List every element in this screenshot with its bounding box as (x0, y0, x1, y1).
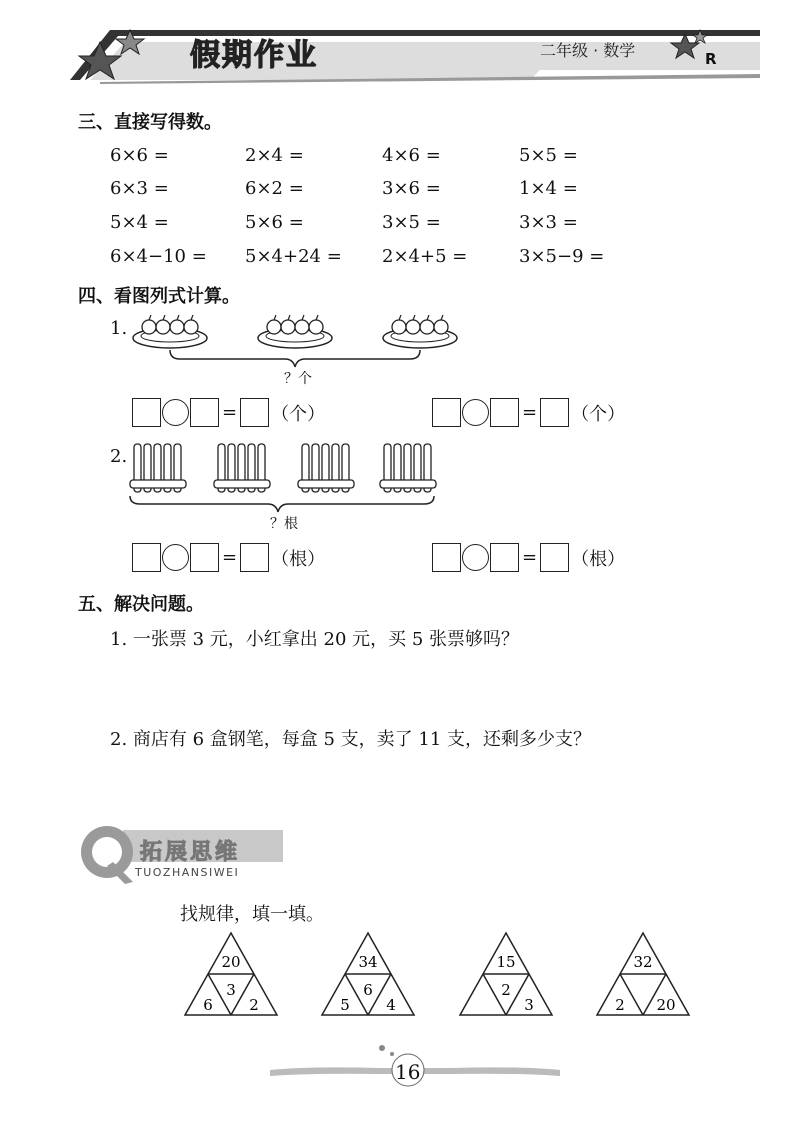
calc-item: 5×5 = (519, 145, 578, 166)
answer-box[interactable] (132, 543, 161, 572)
answer-box[interactable] (132, 398, 161, 427)
triangle-right-number: 4 (386, 996, 396, 1014)
triangle-right-number: 3 (524, 996, 534, 1014)
stick-bundle-icon (130, 444, 186, 492)
unit-label: （根） (271, 548, 326, 570)
brace-label: ？根 (270, 516, 298, 532)
result-box[interactable] (540, 543, 569, 572)
brace-label: ？个 (284, 371, 312, 387)
unit-label: （根） (571, 548, 626, 570)
page-number: 16 (395, 1060, 421, 1084)
word-problem: 2. 商店有 6 盒钢笔，每盒 5 支，卖了 11 支，还剩多少支？ (110, 729, 592, 750)
stick-bundle-icon (298, 444, 354, 492)
calc-item: 2×4+5 = (382, 246, 468, 267)
triangle-right-number: 20 (656, 996, 676, 1014)
triangle-top-number: 32 (633, 953, 653, 971)
answer-box[interactable] (432, 398, 461, 427)
section-5-title: 五、解决问题。 (78, 594, 204, 615)
unit-label: （个） (571, 403, 626, 425)
plate-with-apples-icon (258, 315, 332, 348)
header-title: 假期作业 (190, 38, 318, 73)
equals-sign: = (222, 547, 238, 568)
calc-item: 3×5−9 = (519, 246, 605, 267)
operator-circle[interactable] (462, 544, 489, 571)
triangle-right-number: 2 (249, 996, 259, 1014)
triangle-left-number: 6 (203, 996, 213, 1014)
result-box[interactable] (240, 543, 269, 572)
brace-icon (170, 350, 420, 367)
plate-with-apples-icon (383, 315, 457, 348)
triangle-top-number: 34 (358, 953, 378, 971)
operator-circle[interactable] (162, 399, 189, 426)
result-box[interactable] (540, 398, 569, 427)
triangle-top-number: 20 (221, 953, 241, 971)
extension-subtitle: TUOZHANSIWEI (135, 866, 240, 879)
calc-item: 1×4 = (519, 178, 578, 199)
question-number: 2. (110, 446, 128, 467)
equals-sign: = (522, 402, 538, 423)
triangle-left-number: 5 (340, 996, 350, 1014)
edition-mark: R (705, 50, 717, 68)
stick-bundle-icon (380, 444, 436, 492)
extension-title: 拓展思维 (140, 840, 241, 865)
equals-sign: = (222, 402, 238, 423)
triangle-puzzle (185, 933, 277, 1015)
unit-label: （个） (271, 403, 326, 425)
triangle-middle-number: 6 (363, 981, 373, 999)
brace-icon (130, 496, 434, 512)
triangle-puzzle (460, 933, 552, 1015)
stick-bundle-icon (214, 444, 270, 492)
calc-item: 4×6 = (382, 145, 441, 166)
calc-item: 2×4 = (245, 145, 304, 166)
equation-row (432, 398, 625, 427)
answer-box[interactable] (490, 543, 519, 572)
calc-item: 5×4 = (110, 212, 169, 233)
calc-item: 5×4+24 = (245, 246, 342, 267)
header-grade-subject: 二年级 · 数学 (540, 41, 636, 60)
operator-circle[interactable] (162, 544, 189, 571)
answer-box[interactable] (432, 543, 461, 572)
word-problem: 1. 一张票 3 元，小红拿出 20 元，买 5 张票够吗？ (110, 629, 520, 650)
equation-row (132, 543, 325, 572)
calc-item: 3×5 = (382, 212, 441, 233)
question-number: 1. (110, 318, 128, 339)
calc-item: 3×3 = (519, 212, 578, 233)
section-3-title: 三、直接写得数。 (78, 112, 222, 133)
header-banner (70, 22, 760, 84)
equation-row (432, 543, 625, 572)
triangle-top-number: 15 (496, 953, 516, 971)
calc-item: 5×6 = (245, 212, 304, 233)
calc-item: 6×6 = (110, 145, 169, 166)
result-box[interactable] (240, 398, 269, 427)
triangle-middle-number: 2 (501, 981, 511, 999)
calc-item: 3×6 = (382, 178, 441, 199)
triangle-puzzle (597, 933, 689, 1015)
calc-item: 6×2 = (245, 178, 304, 199)
triangle-middle-number: 3 (226, 981, 236, 999)
calc-item: 6×4−10 = (110, 246, 207, 267)
operator-circle[interactable] (462, 399, 489, 426)
triangle-left-number: 2 (615, 996, 625, 1014)
equals-sign: = (522, 547, 538, 568)
plate-with-apples-icon (133, 315, 207, 348)
calc-item: 6×3 = (110, 178, 169, 199)
triangle-puzzles (180, 928, 700, 1020)
equation-row (132, 398, 325, 427)
extension-instruction: 找规律，填一填。 (180, 904, 324, 925)
section-4-title: 四、看图列式计算。 (78, 286, 240, 307)
triangle-puzzle (322, 933, 414, 1015)
answer-box[interactable] (190, 398, 219, 427)
answer-box[interactable] (490, 398, 519, 427)
answer-box[interactable] (190, 543, 219, 572)
